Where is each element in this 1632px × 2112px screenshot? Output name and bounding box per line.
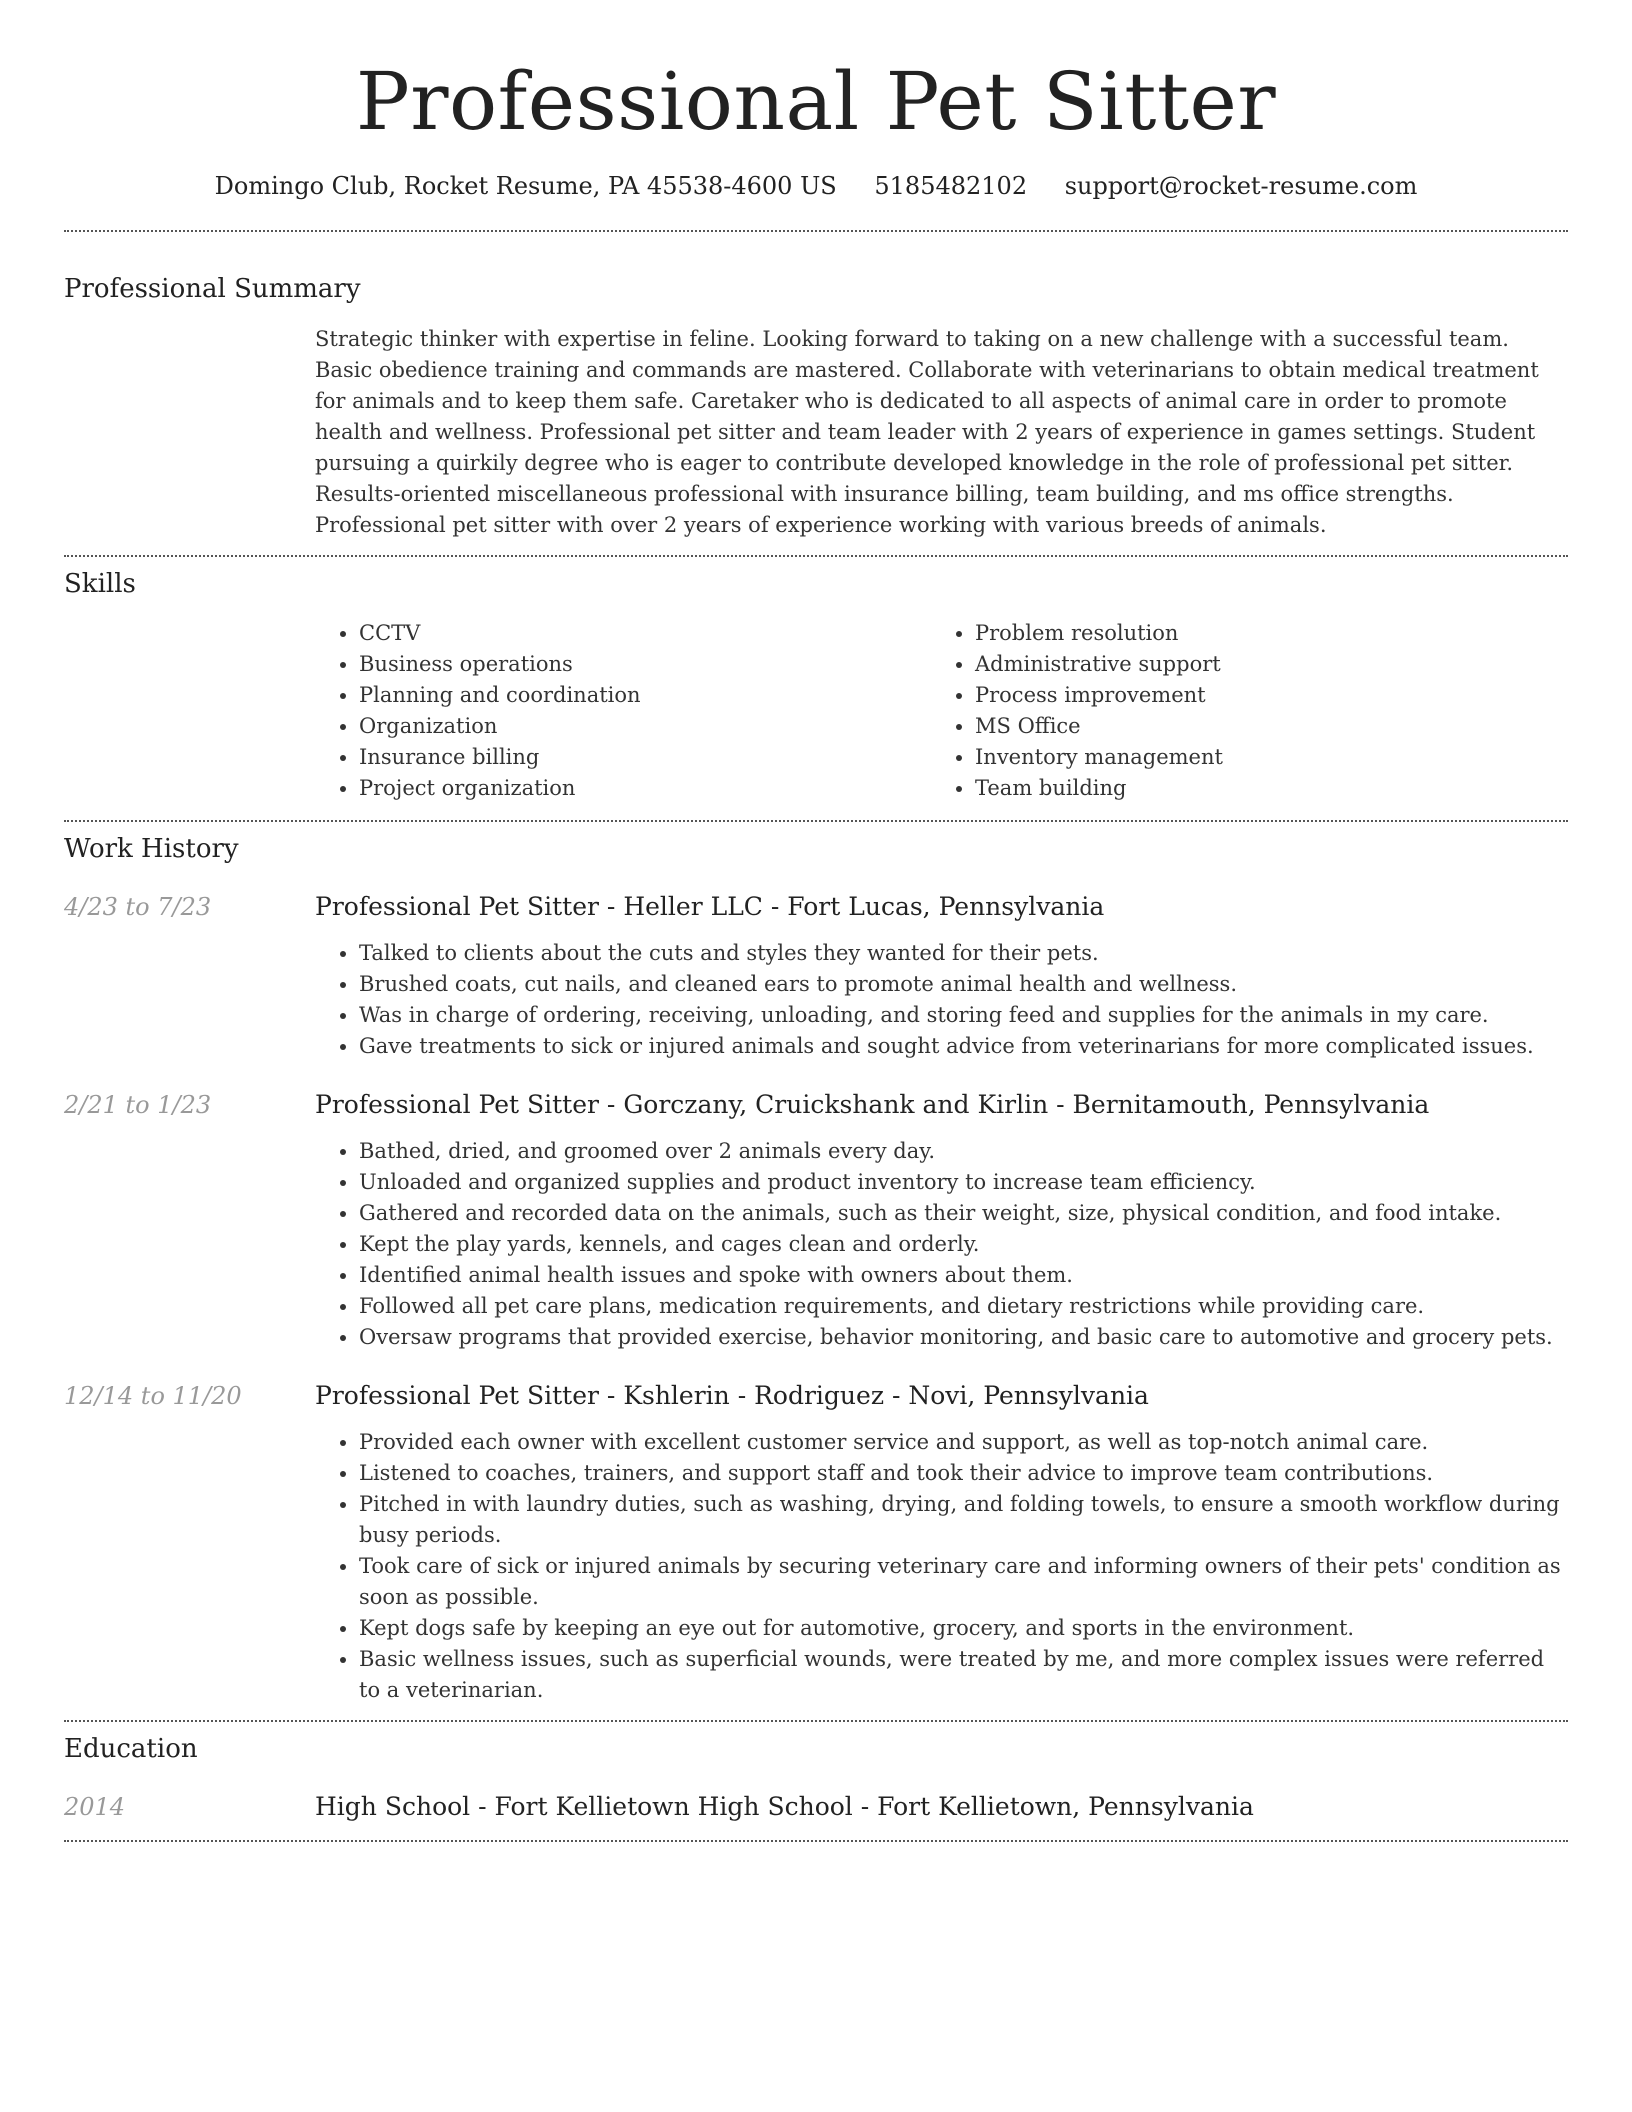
skill-item: • Administrative support xyxy=(975,649,1475,680)
work-history-section xyxy=(64,822,1568,1706)
skill-item: • Organization xyxy=(359,711,931,742)
job-title: Professional Pet Sitter - Heller LLC - Fort Lucas, Pennsylvania xyxy=(315,892,1105,921)
skills-column-left xyxy=(315,618,931,804)
job-bullet: • Identified animal health issues and spoke with owners about them. xyxy=(359,1260,1568,1291)
job-bullets xyxy=(315,1136,1568,1353)
job-date: 12/14 to 11/20 xyxy=(64,1382,242,1410)
job-bullets xyxy=(315,938,1568,1062)
skill-item: • Project organization xyxy=(359,773,931,804)
job-bullet: • Bathed, dried, and groomed over 2 animals every day. xyxy=(359,1136,1568,1167)
job-bullet: • Unloaded and organized supplies and product inventory to increase team efficiency. xyxy=(359,1167,1568,1198)
job-bullet: • Followed all pet care plans, medication requirements, and dietary restrictions while providing care. xyxy=(359,1291,1568,1322)
job-entry xyxy=(64,890,1568,1062)
section-title-skills: Skills xyxy=(64,569,136,599)
education-entry xyxy=(64,1790,1568,1824)
skill-item: • Team building xyxy=(975,773,1475,804)
job-bullet: • Gave treatments to sick or injured animals and sought advice from veterinarians for more complicated issues. xyxy=(359,1031,1568,1062)
education-section xyxy=(64,1722,1568,1824)
section-title-summary: Professional Summary xyxy=(64,274,361,304)
education-title: High School - Fort Kellietown High School - Fort Kellietown, Pennsylvania xyxy=(315,1792,1254,1821)
job-date: 4/23 to 7/23 xyxy=(64,893,212,921)
divider xyxy=(64,1840,1568,1842)
resume-page xyxy=(64,0,1568,1842)
skill-item: • Insurance billing xyxy=(359,742,931,773)
skill-item: • MS Office xyxy=(975,711,1475,742)
job-bullet: • Provided each owner with excellent customer service and support, as well as top-notch animal care. xyxy=(359,1427,1568,1458)
job-title: Professional Pet Sitter - Kshlerin - Rodriguez - Novi, Pennsylvania xyxy=(315,1381,1149,1410)
job-bullet: • Brushed coats, cut nails, and cleaned ears to promote animal health and wellness. xyxy=(359,969,1568,1000)
job-bullet: • Took care of sick or injured animals by securing veterinary care and informing owners of their pets' condition as soon as possible. xyxy=(359,1551,1568,1613)
skills-column-right xyxy=(931,618,1475,804)
skill-item: • Inventory management xyxy=(975,742,1475,773)
job-bullet: • Listened to coaches, trainers, and support staff and took their advice to improve team contributions. xyxy=(359,1458,1568,1489)
contact-address: Domingo Club, Rocket Resume, PA 45538-4600 US xyxy=(214,172,837,200)
job-bullet: • Pitched in with laundry duties, such as washing, drying, and folding towels, to ensure a smooth workflow during busy periods. xyxy=(359,1489,1568,1551)
skill-item: • Planning and coordination xyxy=(359,680,931,711)
skill-item: • Business operations xyxy=(359,649,931,680)
job-bullet: • Basic wellness issues, such as superficial wounds, were treated by me, and more complex issues were referred to a veterinarian. xyxy=(359,1644,1568,1706)
job-date: 2/21 to 1/23 xyxy=(64,1091,212,1119)
job-bullet: • Was in charge of ordering, receiving, unloading, and storing feed and supplies for the animals in my care. xyxy=(359,1000,1568,1031)
job-bullet: • Gathered and recorded data on the animals, such as their weight, size, physical condition, and food intake. xyxy=(359,1198,1568,1229)
job-bullet: • Talked to clients about the cuts and styles they wanted for their pets. xyxy=(359,938,1568,969)
section-title-work: Work History xyxy=(64,834,239,864)
job-entry xyxy=(64,1088,1568,1353)
summary-text: Strategic thinker with expertise in feline. Looking forward to taking on a new challenge with a successful team. Basic obedience training and commands are mastered. Collaborate with veterinarians to obtain medical treatment for animals and to keep them safe. Caretaker who is dedicated to all aspects of animal care in order to promote health and wellness. Professional pet sitter and team leader with 2 years of experience in games settings. Student pursuing a quirkily degree who is eager to contribute developed knowledge in the role of professional pet sitter. Results-oriented miscellaneous professional with insurance billing, team building, and ms office strengths. Professional pet sitter with over 2 years of experience working with various breeds of animals. xyxy=(315,327,1539,537)
skills-list xyxy=(315,618,1568,804)
skills-section xyxy=(64,557,1568,804)
education-date: 2014 xyxy=(64,1793,126,1821)
skill-item: • CCTV xyxy=(359,618,931,649)
skill-item: • Problem resolution xyxy=(975,618,1475,649)
section-title-education: Education xyxy=(64,1734,198,1764)
contact-email: support@rocket-resume.com xyxy=(1064,172,1418,200)
contact-phone: 5185482102 xyxy=(874,172,1028,200)
skill-item: • Process improvement xyxy=(975,680,1475,711)
job-bullet: • Kept dogs safe by keeping an eye out for automotive, grocery, and sports in the environment. xyxy=(359,1613,1568,1644)
job-bullet: • Kept the play yards, kennels, and cages clean and orderly. xyxy=(359,1229,1568,1260)
resume-name: Professional Pet Sitter xyxy=(355,55,1277,148)
contact-line xyxy=(64,170,1568,202)
job-title: Professional Pet Sitter - Gorczany, Cruickshank and Kirlin - Bernitamouth, Pennsylvania xyxy=(315,1090,1430,1119)
job-entry xyxy=(64,1379,1568,1706)
job-bullets xyxy=(315,1427,1568,1706)
summary-section xyxy=(64,232,1568,541)
job-bullet: • Oversaw programs that provided exercise, behavior monitoring, and basic care to automotive and grocery pets. xyxy=(359,1322,1568,1353)
